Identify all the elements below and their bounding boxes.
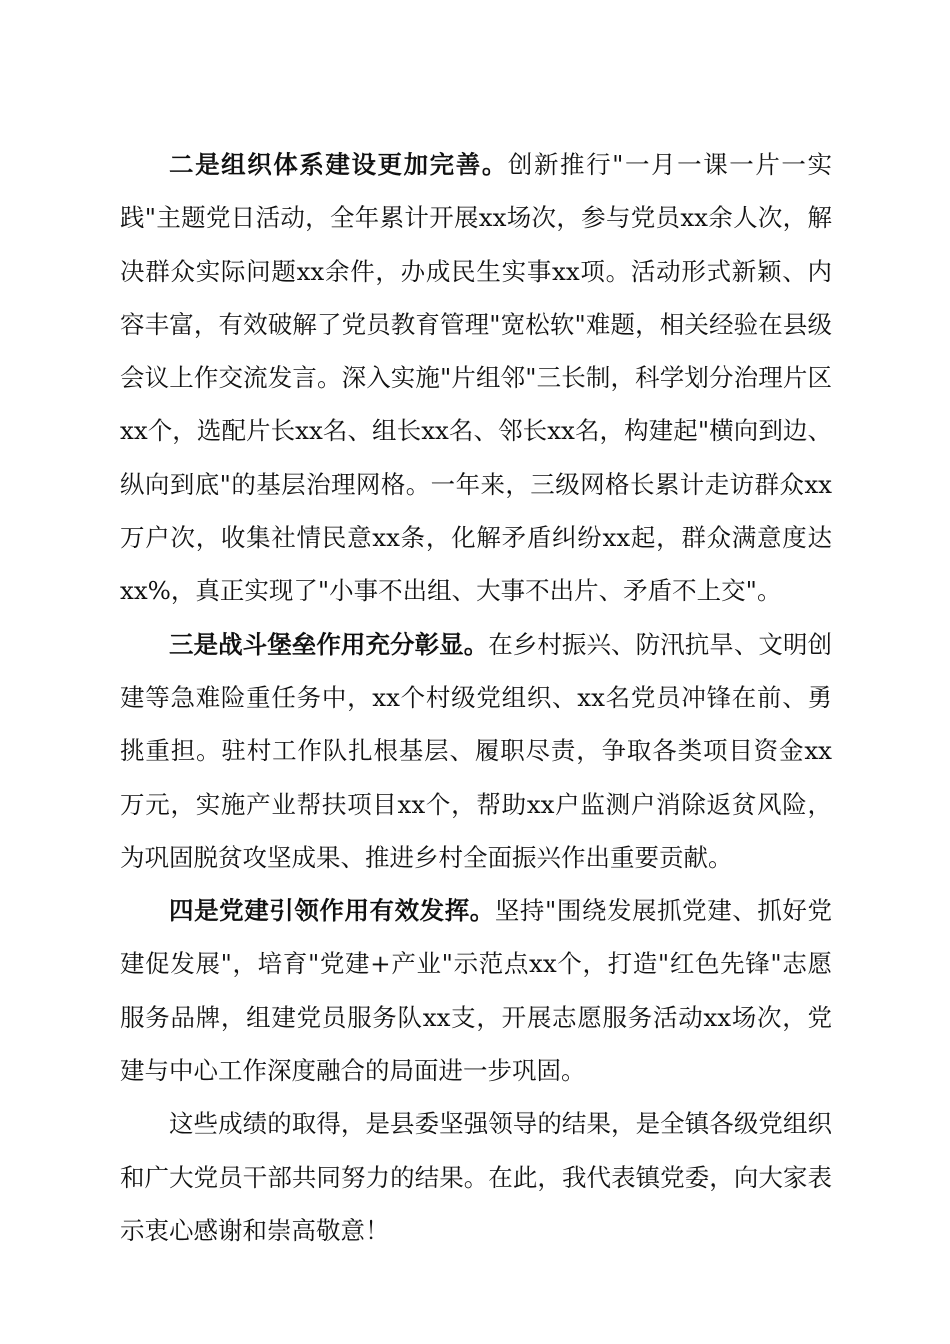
paragraph-text: 在乡村振兴、防汛抗旱、文明创建等急难险重任务中，xx个村级党组织、xx名党员冲锋在前、勇挑重担。驻村工作队扎根基层、履职尽责，争取各类项目资金xx万元，实施产业帮扶项目xx个，帮助xx户监测户消除返贫风险，为巩固脱贫攻坚成果、推进乡村全面振兴作出重要贡献。 (120, 629, 832, 872)
paragraph-organization-system (120, 138, 832, 618)
paragraph-party-leadership (120, 884, 832, 1097)
paragraph-lead: 三是战斗堡垒作用充分彰显。 (169, 629, 489, 659)
paragraph-text: 创新推行"一月一课一片一实践"主题党日活动，全年累计开展xx场次，参与党员xx余人次，解决群众实际问题xx余件，办成民生实事xx项。活动形式新颖、内容丰富，有效破解了党员教育管理"宽松软"难题，相关经验在县级会议上作交流发言。深入实施"片组邻"三长制，科学划分治理片区xx个，选配片长xx名、组长xx名、邻长xx名，构建起"横向到边、纵向到底"的基层治理网格。一年来，三级网格长累计走访群众xx万户次，收集社情民意xx条，化解矛盾纠纷xx起，群众满意度达xx%，真正实现了"小事不出组、大事不出片、矛盾不上交"。 (120, 150, 832, 606)
document-body (120, 138, 832, 1257)
paragraph-text: 这些成绩的取得，是县委坚强领导的结果，是全镇各级党组织和广大党员干部共同努力的结果。在此，我代表镇党委，向大家表示衷心感谢和崇高敬意！ (120, 1109, 832, 1245)
paragraph-acknowledgement (120, 1097, 832, 1257)
paragraph-fortress-role (120, 618, 832, 884)
paragraph-lead: 四是党建引领作用有效发挥。 (169, 896, 495, 926)
paragraph-text: 坚持"围绕发展抓党建、抓好党建促发展"，培育"党建+产业"示范点xx个，打造"红色先锋"志愿服务品牌，组建党员服务队xx支，开展志愿服务活动xx场次，党建与中心工作深度融合的局面进一步巩固。 (120, 896, 832, 1086)
paragraph-lead: 二是组织体系建设更加完善。 (169, 150, 508, 179)
